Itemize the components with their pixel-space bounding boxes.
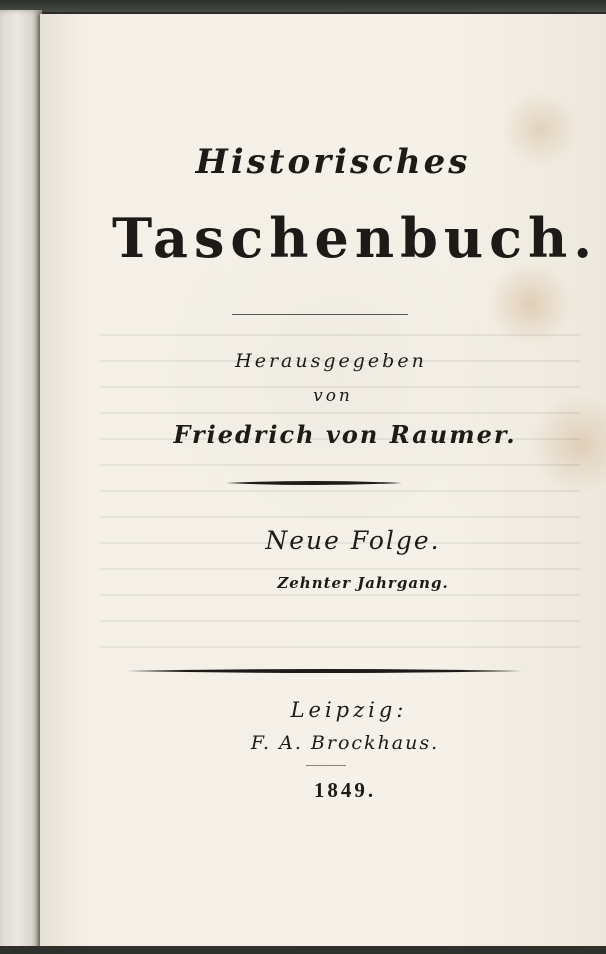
divider-swell-2: [126, 667, 522, 675]
publisher: F. A. Brockhaus.: [250, 732, 440, 754]
publication-year: 1849.: [313, 778, 377, 802]
title-line-1: Historisches: [195, 142, 471, 182]
divider-thin: [232, 314, 408, 315]
title-page: [40, 14, 606, 948]
series-label: Neue Folge.: [265, 526, 441, 555]
editor-label: Herausgegeben: [235, 350, 427, 372]
editor-name: Friedrich von Raumer.: [173, 420, 517, 449]
show-through-text: [100, 334, 580, 654]
volume-label: Zehnter Jahrgang.: [277, 574, 449, 592]
bottom-edge: [0, 946, 606, 954]
divider-short: [306, 765, 346, 766]
book-binding: [0, 10, 42, 954]
title-line-2: Taschenbuch.: [111, 206, 599, 270]
editor-von: von: [313, 386, 353, 406]
place-of-publication: Leipzig:: [290, 698, 408, 722]
divider-swell-1: [226, 480, 402, 486]
top-edge: [0, 0, 606, 12]
